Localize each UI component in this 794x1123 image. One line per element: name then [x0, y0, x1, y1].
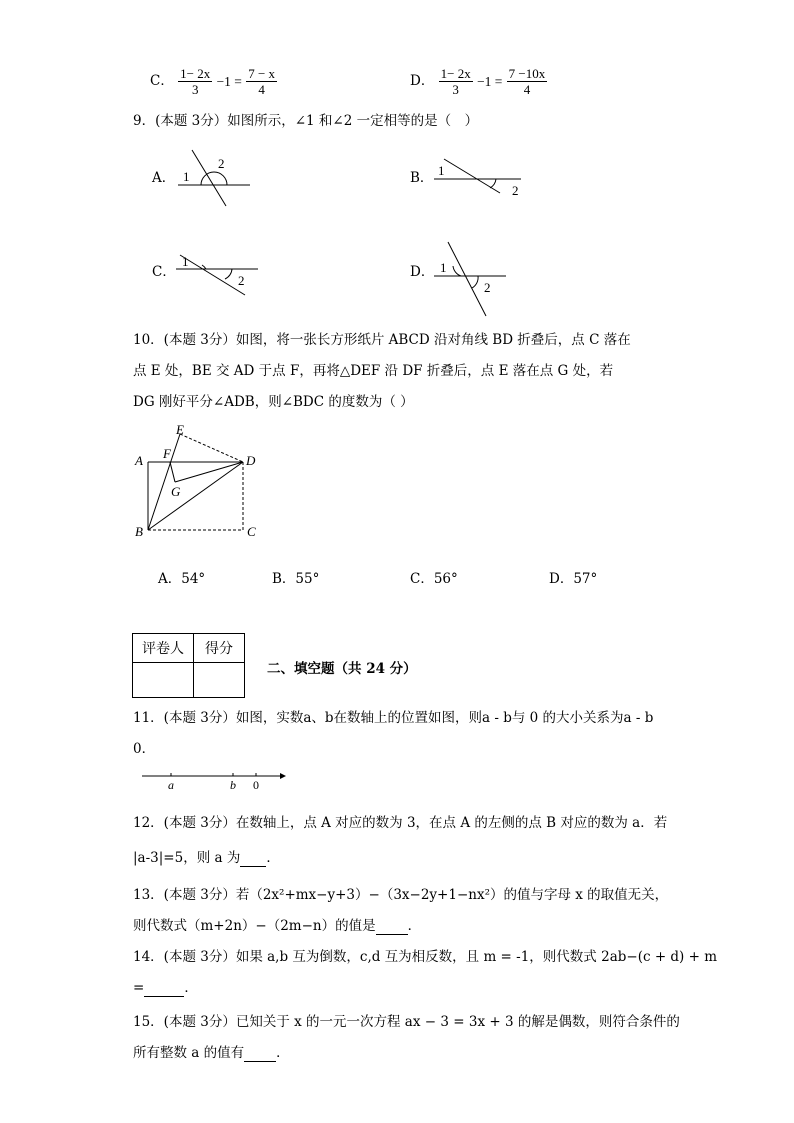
q9-d-angle2: 2 — [484, 280, 491, 295]
q10-line3: DG 刚好平分∠ADB，则∠BDC 的度数为（ ） — [133, 394, 414, 410]
score-table-grader-cell[interactable] — [133, 663, 194, 698]
q11-number-line — [140, 768, 290, 794]
q11-axis-a: a — [168, 778, 174, 792]
q11-line2: 0． — [133, 741, 156, 757]
q9-option-b-label: B． — [410, 170, 434, 186]
q9-option-a-label: A． — [152, 170, 176, 186]
q12-answer-blank[interactable] — [240, 850, 266, 867]
q8-option-c: C． $\frac{1- 2x}{3}$ −1 = $\frac{7 - x}{4}$ — [150, 66, 276, 97]
q9-a-angle1: 1 — [183, 169, 190, 184]
q15-line1: 15．(本题 3分）已知关于 x 的一元一次方程 ax − 3 = 3x + 3 的解是偶数，则符合条件的 — [133, 1014, 680, 1030]
q14-line1: 14．(本题 3分）如果 a,b 互为倒数，c,d 互为相反数，且 m = -1，则代数式 2ab−(c + d) + m — [133, 949, 718, 965]
q9-option-d-label: D． — [410, 264, 435, 280]
q9-figure-d — [428, 240, 518, 320]
q8-option-d: D． $\frac{1- 2x}{3}$ −1 = $\frac{7 -10x}{4}$ — [410, 66, 546, 97]
q9-b-angle2: 2 — [512, 183, 519, 198]
q10-point-a: A — [135, 453, 143, 468]
q10-point-e: E — [176, 422, 184, 437]
q8-c-label: C． — [150, 73, 174, 89]
q10-option-d: D．57° — [549, 571, 598, 587]
score-table-score-header: 得分 — [194, 634, 245, 663]
q10-point-c: C — [247, 524, 256, 539]
q10-point-g: G — [171, 484, 181, 499]
q9-figure-b — [428, 150, 528, 202]
q9-option-c-label: C． — [152, 264, 176, 280]
q11-line1: 11．(本题 3分）如图，实数a、b在数轴上的位置如图，则a - b与 0 的大小关系为a - b — [133, 710, 654, 726]
score-table — [132, 633, 245, 698]
q13-line1: 13．(本题 3分）若（2x²+mx−y+3）−（3x−2y+1−nx²）的值与字母 x 的取值无关， — [133, 887, 669, 903]
q8-d-frac1: $\frac{1- 2x}{3}$ — [440, 66, 471, 97]
q10-line1: 10．(本题 3分）如图，将一张长方形纸片 ABCD 沿对角线 BD 折叠后，点 C 落在 — [133, 332, 631, 348]
q8-c-frac1: $\frac{1- 2x}{3}$ — [180, 66, 211, 97]
q10-point-f: F — [163, 446, 171, 461]
score-table-score-cell[interactable] — [194, 663, 245, 698]
q11-axis-b: b — [230, 778, 236, 792]
q10-point-d: D — [246, 453, 256, 468]
q8-c-frac2: $\frac{7 - x}{4}$ — [248, 66, 276, 97]
q15-line2: 所有整数 a 的值有 ． — [133, 1045, 290, 1061]
q9-question: 9．(本题 3分）如图所示，∠1 和∠2 一定相等的是（ ） — [133, 113, 479, 129]
q9-c-angle1: 1 — [182, 254, 189, 269]
q10-line2: 点 E 处，BE 交 AD 于点 F，再将△DEF 沿 DF 折叠后，点 E 落在点 G 处，若 — [133, 363, 614, 379]
q13-answer-blank[interactable] — [376, 918, 408, 935]
q9-figure-a — [170, 148, 260, 210]
q9-c-angle2: 2 — [238, 273, 245, 288]
q12-line1: 12．(本题 3分）在数轴上，点 A 对应的数为 3，在点 A 的左侧的点 B 对应的数为 a．若 — [133, 815, 668, 831]
q15-answer-blank[interactable] — [244, 1045, 276, 1062]
q13-line2: 则代数式（m+2n）−（2m−n）的值是 ． — [133, 918, 422, 934]
q14-answer-blank[interactable] — [144, 980, 184, 997]
q12-line2: |a-3|=5，则 a 为 ． — [133, 850, 280, 866]
q11-axis-zero: 0 — [253, 778, 259, 792]
q14-line2: = ． — [133, 980, 198, 996]
q8-d-label: D． — [410, 73, 435, 89]
q9-a-angle2: 2 — [218, 156, 225, 171]
q10-option-b: B．55° — [272, 571, 320, 587]
q8-d-frac2: $\frac{7 -10x}{4}$ — [508, 66, 546, 97]
q10-figure — [130, 420, 270, 545]
section2-title: 二、填空题（共 24 分） — [267, 661, 417, 677]
score-table-grader-header: 评卷人 — [133, 634, 194, 663]
q9-d-angle1: 1 — [440, 260, 447, 275]
q10-option-a: A．54° — [158, 571, 206, 587]
q10-point-b: B — [135, 524, 143, 539]
q10-option-c: C．56° — [410, 571, 458, 587]
q9-b-angle1: 1 — [438, 163, 445, 178]
q9-figure-c — [170, 245, 270, 300]
